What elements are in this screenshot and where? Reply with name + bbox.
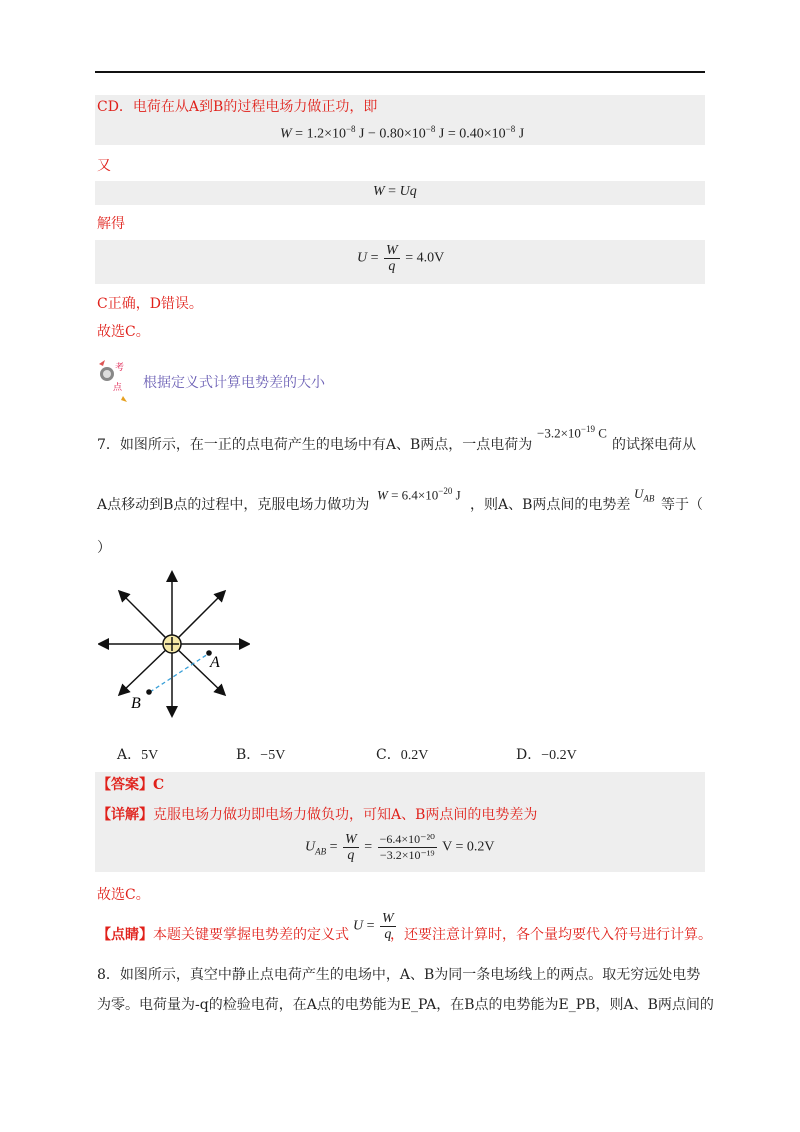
- option-a[interactable]: A．5V: [117, 747, 159, 763]
- comment-line: 【点睛】本题关键要掌握电势差的定义式: [97, 927, 349, 943]
- choose-c-1: 故选C。: [97, 324, 150, 340]
- q7-work: $W = 6.4\times 10^{-20}$ J: [377, 486, 461, 503]
- q7-line2c: 等于（: [661, 497, 703, 513]
- choose-c-2: 故选C。: [97, 887, 150, 903]
- svg-text:考: 考: [115, 363, 125, 373]
- cd-work-eq: $W = 1.2\times 10^{-8}$ $J - 0.80\times 10^{-8}$ $J = 0.40\times 10^{-8}$ J: [280, 124, 525, 142]
- header-rule: [95, 71, 705, 73]
- detail-line: 【详解】克服电场力做功即电场力做负功，可知A、B两点间的电势差为: [97, 807, 538, 823]
- option-c[interactable]: C．0.2V: [376, 747, 429, 763]
- q8-line1: 8．如图所示，真空中静止点电荷产生的电场中，A、B为同一条电场线上的两点。取无穷远处电势: [97, 967, 701, 983]
- q7-line1: 7．如图所示，在一正的点电荷产生的电场中有A、B两点，一点电荷为: [97, 437, 533, 453]
- field-diagram: [98, 568, 250, 718]
- q7-line2b: ，则A、B两点间的电势差: [470, 497, 631, 513]
- comment-line-b: ，还要注意计算时，各个量均要代入符号进行计算。: [390, 927, 712, 943]
- comment-formula: U = $\frac{W}{q}$: [353, 911, 394, 942]
- cd-conclusion: C正确，D错误。: [97, 296, 203, 312]
- q7-line3: ）: [97, 540, 111, 556]
- ab-dashed-line: [150, 654, 208, 692]
- you-label: 又: [97, 158, 111, 174]
- jiede-label: 解得: [97, 216, 125, 232]
- option-b[interactable]: B．−5V: [236, 747, 286, 763]
- point-b-label: B: [131, 695, 141, 712]
- uab-eq: $U_{AB}$ = $\frac{W}{q}$ = $\frac{\text{−6.4×10⁻²⁰}}{\text{−3.2×10⁻¹⁹}}$ V = 0.2V: [305, 832, 495, 863]
- kaodian-icon: [93, 356, 137, 406]
- kaodian-text: 根据定义式计算电势差的大小: [143, 375, 325, 391]
- u-eq: U = $\frac{W}{q}$ = 4.0V: [357, 243, 445, 274]
- answer-line: 【答案】C: [97, 777, 165, 793]
- option-d[interactable]: D．−0.2V: [516, 747, 577, 763]
- q7-charge: $-3.2\times 10^{-19}$ C: [537, 424, 607, 441]
- svg-text:点: 点: [113, 383, 123, 393]
- field-svg: [98, 568, 250, 718]
- point-a-label: A: [210, 654, 220, 671]
- point-b-dot: [146, 689, 152, 695]
- q7-line1b: 的试探电荷从: [612, 437, 696, 453]
- w-uq-eq: W = Uq: [373, 184, 417, 199]
- kaodian-badge: [93, 356, 137, 406]
- cd-line: CD．电荷在从A到B的过程电场力做正功，即: [97, 99, 378, 115]
- q7-line2a: A点移动到B点的过程中，克服电场力做功为: [97, 497, 370, 513]
- q7-uab: $U_{AB}$: [634, 486, 655, 504]
- q8-line2: 为零。电荷量为-q的检验电荷，在A点的电势能为E_PA，在B点的电势能为E_PB，则A、B两点间的: [97, 997, 714, 1013]
